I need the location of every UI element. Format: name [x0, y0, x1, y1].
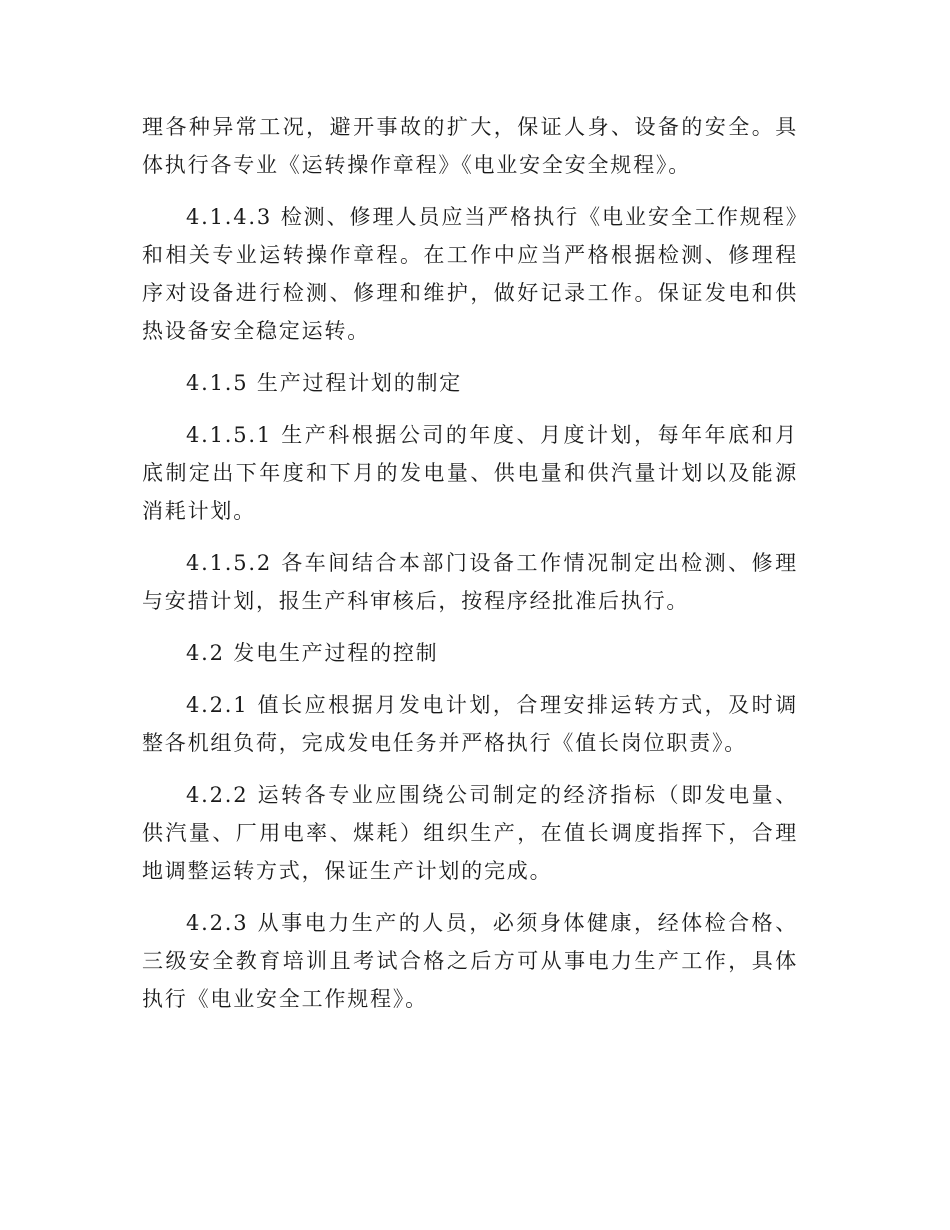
paragraph-4-2-3: 4.2.3 从事电力生产的人员，必须身体健康，经体检合格、三级安全教育培训且考试合格之后方可从事电力生产工作，具体执行《电业安全工作规程》。 — [142, 911, 798, 1011]
paragraph-continuation: 理各种异常工况，避开事故的扩大，保证人身、设备的安全。具体执行各专业《运转操作章程》《电业安全安全规程》。 — [142, 115, 798, 177]
heading-4-1-5: 4.1.5 生产过程计划的制定 — [186, 371, 463, 395]
paragraph-4-1-4-3: 4.1.4.3 检测、修理人员应当严格执行《电业安全工作规程》和相关专业运转操作章程。在工作中应当严格根据检测、修理程序对设备进行检测、修理和维护，做好记录工作。保证发电和供热设备安全稳定运转。 — [142, 205, 798, 343]
heading-4-2: 4.2 发电生产过程的控制 — [186, 641, 439, 665]
paragraph-4-1-5-2: 4.1.5.2 各车间结合本部门设备工作情况制定出检测、修理与安措计划，报生产科审核后，按程序经批准后执行。 — [142, 551, 798, 613]
document-body — [142, 108, 798, 1032]
paragraph-4-2-1: 4.2.1 值长应根据月发电计划，合理安排运转方式，及时调整各机组负荷，完成发电任务并严格执行《值长岗位职责》。 — [142, 693, 798, 755]
paragraph-4-1-5-1: 4.1.5.1 生产科根据公司的年度、月度计划，每年年底和月底制定出下年度和下月的发电量、供电量和供汽量计划以及能源消耗计划。 — [142, 423, 798, 523]
paragraph-4-2-2: 4.2.2 运转各专业应围绕公司制定的经济指标（即发电量、供汽量、厂用电率、煤耗）组织生产，在值长调度指挥下，合理地调整运转方式，保证生产计划的完成。 — [142, 783, 798, 883]
